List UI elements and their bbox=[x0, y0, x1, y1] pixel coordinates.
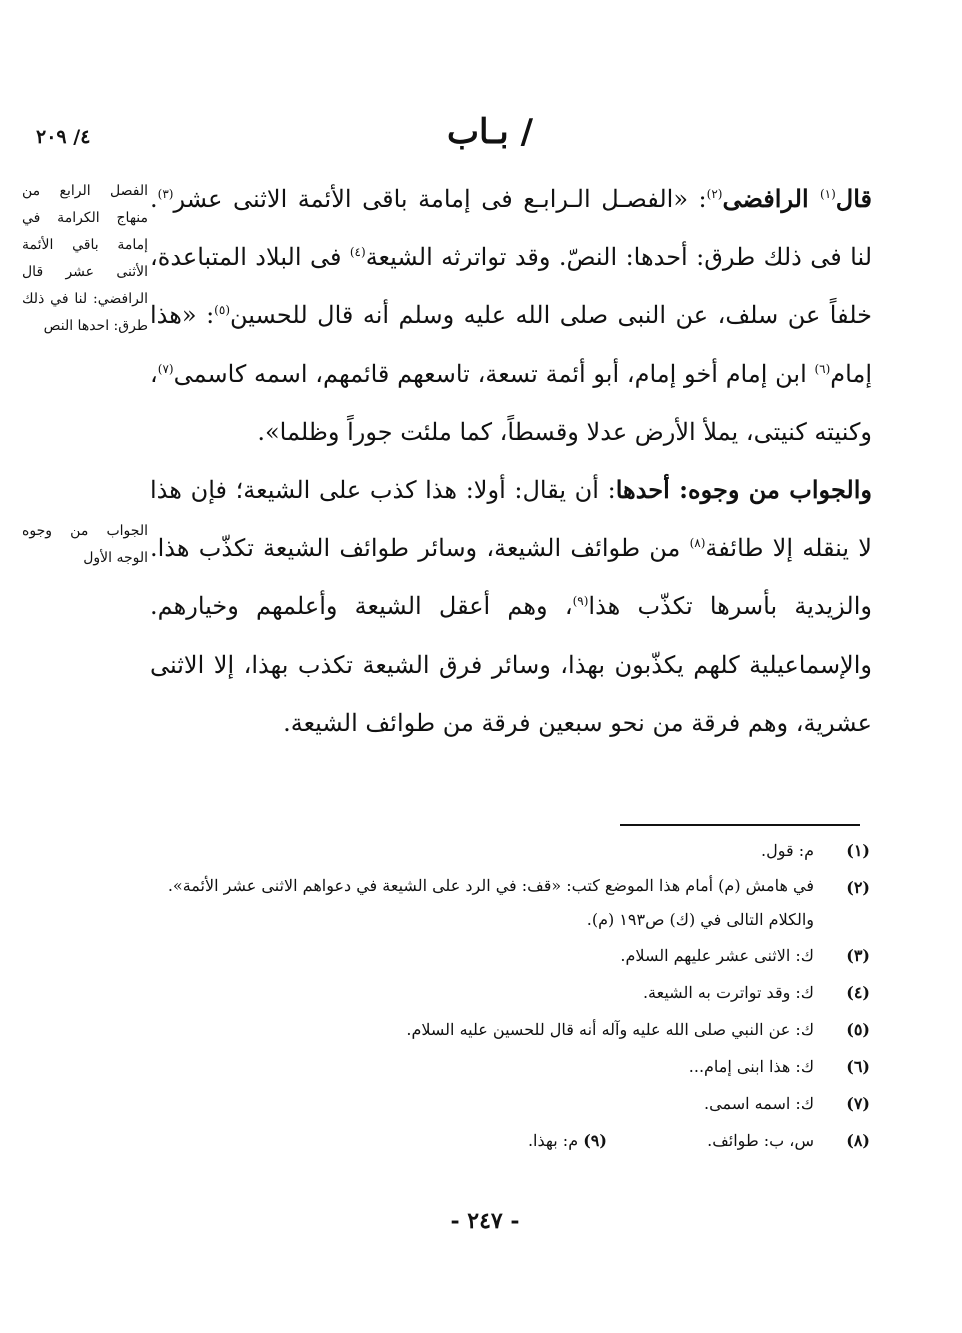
footnote-2 bbox=[150, 869, 870, 937]
footnote-ref: (٨) bbox=[689, 536, 706, 551]
footnote-ref: (٧) bbox=[157, 361, 174, 376]
text-run: ، وكنيته كنيتى، يملأ الأرض عدلا وقسطاً، كما ملئت جوراً وظلما». bbox=[150, 359, 872, 446]
footnote-7 bbox=[150, 1085, 870, 1122]
footnote-divider bbox=[620, 824, 860, 826]
main-text bbox=[150, 170, 872, 752]
footnote-8-9 bbox=[150, 1122, 870, 1159]
footnote-number: (٩) bbox=[583, 1131, 607, 1150]
footnote-ref: (٢) bbox=[706, 187, 723, 201]
bold-text-run: الرافضى bbox=[722, 184, 820, 213]
text-run: : «هذا إمام bbox=[150, 301, 872, 388]
footnote-text: م: قول. bbox=[760, 841, 814, 860]
margin-note-answer: الجواب من وجوه الوجه الأول bbox=[22, 523, 148, 566]
text-run: ابن إمام أخو إمام، أبو أئمة تسعة، تاسعهم قائمهم، اسمه كاسمى bbox=[173, 359, 815, 388]
text-run: من طوائف الشيعة، وسائر طوائف الشيعة تكذّب هذا. والزيدية بأسرها تكذّب هذا bbox=[150, 534, 872, 621]
page-number: - ٢٤٧ - bbox=[450, 1208, 520, 1234]
footnote-number: (١) bbox=[846, 841, 870, 860]
bold-text-run: والجواب من وجوه: أحدها bbox=[615, 475, 873, 505]
footnote-number: (٥) bbox=[846, 1020, 870, 1039]
text-run: . لنا فى ذلك طرق: أحدها: النصّ. وقد تواترثه الشيعة bbox=[150, 185, 873, 272]
footnote-text-group bbox=[150, 1122, 822, 1159]
footnote-ref: (٩) bbox=[572, 594, 589, 609]
footnote-text: ك: وقد تواترت به الشيعة. bbox=[642, 983, 814, 1002]
footnote-number: (٤) bbox=[846, 983, 870, 1002]
footnote-number: (٣) bbox=[846, 946, 870, 965]
footnote-text: س، ب: طوائف. bbox=[707, 1131, 814, 1150]
text-run: فى البلاد المتباعدة، خلفاً عن سلف، عن النبى صلى الله عليه وسلم أنه قال للحسين bbox=[150, 243, 872, 330]
text-run: : أن يقال: أولا: هذا كذب على الشيعة؛ فإن هذا لا ينقله إلا طائفة bbox=[150, 476, 872, 563]
footnote-text: ك: هذا ابنى إمام... bbox=[688, 1057, 814, 1076]
footnote-text: ك: الاثنى عشر عليهم السلام. bbox=[620, 946, 814, 965]
footnotes bbox=[150, 832, 870, 1159]
footnote-number: (٢) bbox=[846, 878, 870, 897]
footnote-text: ك: عن النبي صلى الله عليه وآله أنه قال للحسين عليه السلام. bbox=[406, 1020, 814, 1039]
footnote-number: (٧) bbox=[846, 1094, 870, 1113]
footnote-number: (٨) bbox=[846, 1131, 870, 1150]
footnote-ref: (٦) bbox=[814, 361, 831, 376]
margin-note-section: الفصل الرابع من منهاج الكرامة في إمامة باقي الأئمة الأثنى عشر قال الرافضي: لنا في ذلك طرق: احدها النص bbox=[22, 183, 148, 334]
bold-text-run: قال bbox=[835, 184, 872, 213]
paragraph-claim bbox=[150, 170, 872, 461]
footnote-text: ك: اسمه اسمى. bbox=[704, 1094, 814, 1113]
footnote-ref: (٤) bbox=[349, 245, 366, 260]
footnote-1 bbox=[150, 832, 870, 869]
footnote-ref: (١) bbox=[819, 187, 836, 201]
text-run: : «الفصـل الـرابـع فى إمامة باقى الأئمة الاثنى عشر bbox=[173, 185, 707, 213]
page-reference: ٤/ ٢٠٩ bbox=[36, 126, 91, 148]
footnote-number: (٦) bbox=[846, 1057, 870, 1076]
footnote-text: م: بهذا. bbox=[527, 1131, 579, 1150]
footnote-3 bbox=[150, 937, 870, 974]
footnote-ref: (٣) bbox=[157, 187, 174, 201]
footnote-5 bbox=[150, 1011, 870, 1048]
footnote-text: في هامش (م) أمام هذا الموضع كتب: «قف: في الرد على الشيعة في دعواهم الاثنى عشر الأئمة». والكلام التالى في (ك) ص١٩٣ (م). bbox=[167, 876, 814, 929]
footnote-6 bbox=[150, 1048, 870, 1085]
footnote-ref: (٥) bbox=[214, 303, 230, 318]
paragraph-answer bbox=[150, 461, 872, 752]
text-run: ، وهم أعقل الشيعة وأعلمهم وخيارهم. والإسماعيلية كلهم يكذّبون بهذا، وسائر فرق الشيعة تكذب بهذا، إلا الاثنى عشرية، وهم فرقة من نحو سبعين فرقة من طوائف الشيعة. bbox=[150, 592, 872, 737]
footnote-4 bbox=[150, 974, 870, 1011]
section-header: / بـاب bbox=[446, 112, 534, 152]
